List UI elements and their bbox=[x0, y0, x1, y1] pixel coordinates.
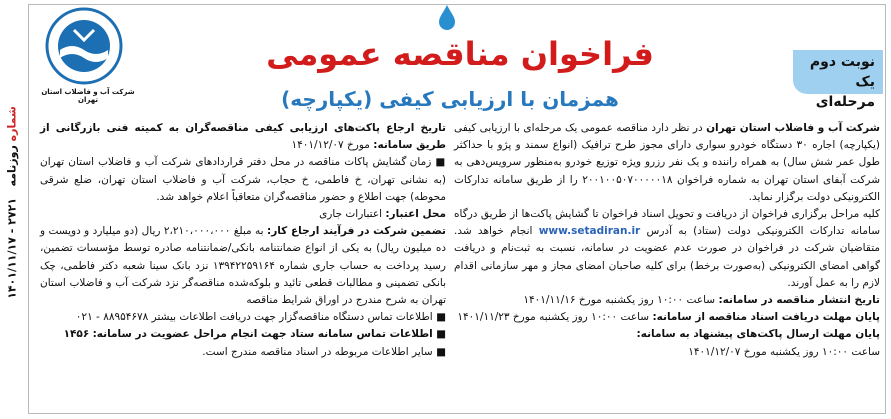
intro-org: شرکت آب و فاضلاب استان تهران bbox=[706, 122, 881, 134]
logo-caption: شرکت آب و فاضلاب استان تهران bbox=[41, 88, 135, 104]
validity-row: محل اعتبار: اعتبارات جاری bbox=[319, 208, 446, 221]
submit-deadline-row: پایان مهلت ارسال پاکت‌های پیشنهاد به سامانه: ساعت ۱۰:۰۰ روز یکشنبه مورخ ۱۴۰۱/۱۲/۰۷ bbox=[636, 328, 880, 358]
process-paragraph: کلیه مراحل برگزاری فراخوان از دریافت و تحویل اسناد فراخوان تا گشایش پاکت‌ها از طریق درگاه سامانه تدارکات الکترونیکی دولت (ستاد) به آدرس www.setadiran.ir انجام خواهد شد. متقاضیان شرکت در فراخوان در صورت عدم عضویت در سامانه، نسبت به ثبت‌نام و دریافت گواهی امضای الکترونیکی (به‌صورت برخط) برای کلیه صاحبان امضای مجاز و مهر سازمانی اقدام لازم را به عمل آورند. bbox=[454, 208, 881, 289]
publish-date-row: تاریخ انتشار مناقصه در سامانه: ساعت ۱۰:۰۰ روز یکشنبه مورخ ۱۴۰۱/۱۱/۱۶ bbox=[523, 294, 880, 307]
other-info-bullet: ■ سایر اطلاعات مربوطه در اسناد مناقصه مندرج است. bbox=[202, 345, 446, 358]
return-date-row: تاریخ ارجاع پاکت‌های ارزیابی کیفی مناقصه‌گران به کمیته فنی بازرگانی از طریق سامانه: مورخ ۱۴۰۱/۱۲/۰۷ bbox=[40, 122, 446, 152]
left-column bbox=[40, 120, 446, 361]
page-title: فراخوان مناقصه عمومی bbox=[266, 35, 654, 73]
badge-line-1: نوبت دوم bbox=[809, 54, 875, 70]
intro-paragraph bbox=[454, 120, 880, 206]
setad-contact-bullet: ■ اطلاعات تماس سامانه ستاد جهت انجام مراحل عضویت در سامانه: ۱۴۵۶ bbox=[63, 328, 446, 341]
setadiran-link[interactable]: www.setadiran.ir bbox=[538, 225, 641, 238]
newspaper-side-strip bbox=[0, 0, 26, 419]
opening-paragraph: ■ زمان گشایش پاکات مناقصه در محل دفتر قراردادهای شرکت آب و فاضلاب استان تهران (به نشانی تهران، خ فاطمی، خ حجاب، شرکت آب و فاضلاب استان تهران، ضلع شرقی محوطه) جهت اطلاع و حضور مناقصه‌گران متعاقباً اعلام خواهد شد. bbox=[40, 156, 446, 203]
intro-text: در نظر دارد مناقصه عمومی یک مرحله‌ای با ارزیابی کیفی (یکپارچه) اجاره ۳۰ دستگاه خودرو سواری دارای مجوز طرح ترافیک (انواع سمند و پژو با حداکثر طول عمر شش سال) به همراه راننده و یک نفر رزرو ویژه توزیع خودرو به‌منظور سرویس‌دهی به شرکت آبفای استان تهران به شماره فراخوان ۲۰۰۱۰۰۵۰۷۰۰۰۰۰۱۸ را از طریق سامانه تدارکات الکترونیکی دولت برگزار نماید. bbox=[454, 122, 881, 203]
right-column bbox=[454, 120, 880, 361]
doc-deadline-row: پایان مهلت دریافت اسناد مناقصه از سامانه: ساعت ۱۰:۰۰ روز یکشنبه مورخ ۱۴۰۱/۱۱/۲۳ bbox=[457, 311, 880, 324]
water-drop-icon bbox=[437, 4, 457, 30]
page-subtitle: همزمان با ارزیابی کیفی (یکپارچه) bbox=[281, 87, 619, 111]
company-logo bbox=[44, 6, 124, 86]
round-badge bbox=[793, 50, 883, 110]
badge-line-2: یک مرحله‌ای bbox=[815, 74, 875, 110]
guarantee-paragraph: تضمین شرکت در فرآیند ارجاع کار: به مبلغ ۲،۲۱۰،۰۰۰،۰۰۰ ریال (دو میلیارد و دویست و ده میلیون ریال) به یکی از انواع ضمانتنامه بانکی/ضمانتنامه صادره توسط مؤسسات تضمین، رسید پرداخت به حساب جاری شماره ۱۳۹۴۲۲۵۹۱۶۴ نزد بانک سینا شعبه دکتر فاطمی، چک بانکی تضمینی و مطالبات قطعی تائید و بلوکه‌شده مناقصه‌گر نزد شرکت آب و فاضلاب استان تهران به شرح مندرج در اوراق شرایط مناقصه bbox=[40, 225, 447, 307]
contact-bullet: ■ اطلاعات تماس دستگاه مناقصه‌گزار جهت دریافت اطلاعات بیشتر ۸۸۹۵۴۶۷۸ - ۰۲۱ bbox=[75, 311, 446, 324]
newspaper-stamp: ۱۴۰۱/۱۱/۱۷ - ۲۷۲۱ شماره روزنامه bbox=[5, 106, 19, 299]
